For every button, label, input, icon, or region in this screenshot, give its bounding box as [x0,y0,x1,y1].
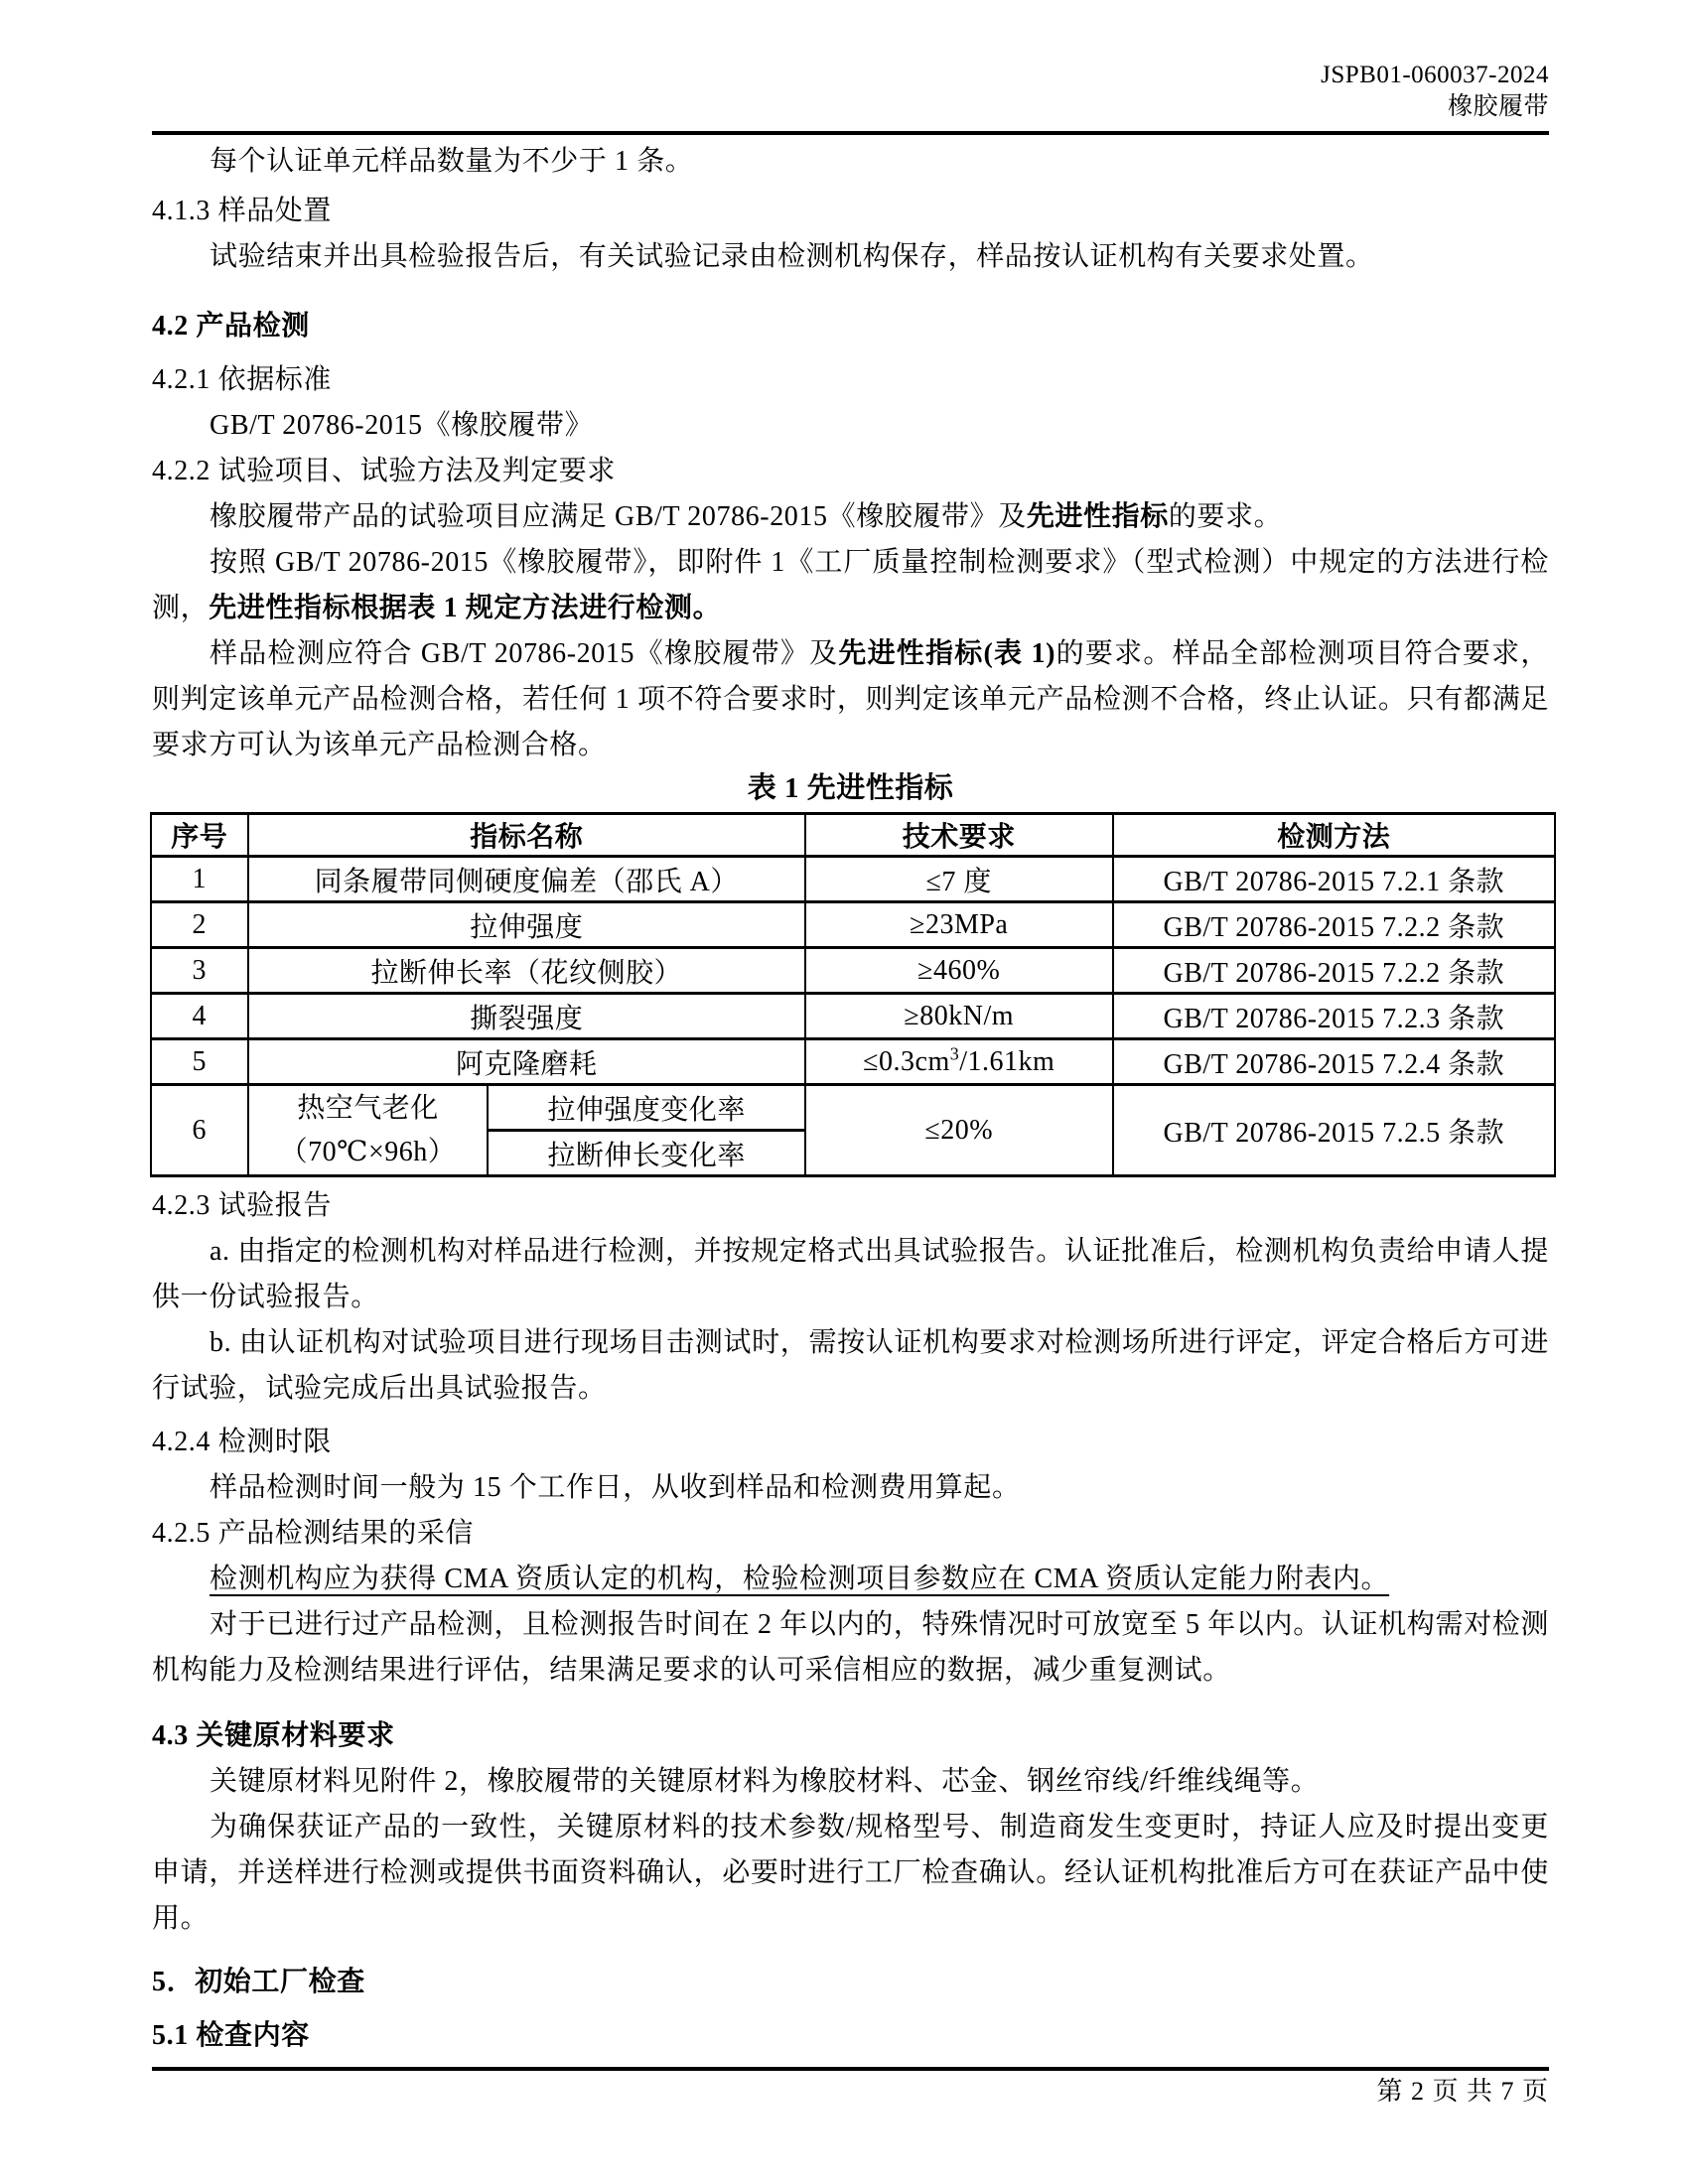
text-run: 热空气老化 [297,1092,439,1124]
cell-serial: 3 [151,948,248,994]
cell-method: GB/T 20786-2015 7.2.1 条款 [1113,857,1555,902]
text-run: 的要求。样品全部检测项目符合要求，则判定该单元产品检测合格，若任何 1 项不符合要求时，则判定该单元产品检测不合格，终止认证。只有都满足要求方可认为该单元产品检测合格。 [152,638,1549,760]
header-cell-requirement: 技术要求 [805,814,1113,857]
text-run-bold: 先进性指标根据表 1 规定方法进行检测。 [209,593,722,623]
cell-subname: 拉伸强度变化率 [488,1085,805,1131]
cell-method: GB/T 20786-2015 7.2.2 条款 [1113,948,1555,994]
cell-name-group [248,1085,489,1176]
underlined-text: 检测机构应为获得 CMA 资质认定的机构，检验检测项目参数应在 CMA 资质认定能力附表内。 [210,1564,1390,1594]
heading-4-3: 4.3 关键原材料要求 [152,1720,395,1751]
doc-number: JSPB01-060037-2024 [1321,62,1549,88]
table-row [151,948,1555,994]
page-header [152,0,1549,123]
superscript: 3 [949,1043,960,1064]
heading-5: 5．初始工厂检查 [152,1967,365,1997]
cell-serial: 4 [151,994,248,1039]
footer-rule [152,2067,1549,2071]
paragraph-4-1-3: 试验结束并出具检验报告后，有关试验记录由检测机构保存，样品按认证机构有关要求处置。 [210,241,1374,272]
table1-advancement-indicators [150,812,1556,1177]
heading-4-2-3: 4.2.3 试验报告 [152,1190,333,1221]
paragraph-standard: GB/T 20786-2015《橡胶履带》 [210,410,594,441]
cell-method: GB/T 20786-2015 7.2.4 条款 [1113,1039,1555,1085]
cell-requirement: ≥460% [805,948,1113,994]
text-run: （70℃×96h） [279,1136,457,1167]
heading-4-2-5: 4.2.5 产品检测结果的采信 [152,1518,475,1549]
cell-name: 同条履带同侧硬度偏差（邵氏 A） [248,857,805,902]
text-run: 橡胶履带产品的试验项目应满足 GB/T 20786-2015《橡胶履带》及 [210,501,1027,532]
cell-method: GB/T 20786-2015 7.2.5 条款 [1113,1085,1555,1176]
table-row [151,1085,1555,1131]
heading-4-2-2: 4.2.2 试验项目、试验方法及判定要求 [152,456,617,486]
text-run: 的要求。 [1168,501,1283,532]
text-run-bold: 先进性指标(表 1) [838,638,1056,669]
paragraph-test-method [152,540,1549,631]
paragraph-4-2-4: 样品检测时间一般为 15 个工作日，从收到样品和检测费用算起。 [210,1472,1021,1503]
header-cell-method: 检测方法 [1113,814,1555,857]
text-run: 按照 GB/T 20786-2015《橡胶履带》，即附件 1《工厂质量控制检测要求》（型式检测）中规定的方法进行检测， [152,547,1549,623]
page-number: 第 2 页 共 7 页 [1376,2077,1549,2106]
table-row [151,994,1555,1039]
paragraph-judgement [152,631,1549,768]
cell-name: 拉断伸长率（花纹侧胶） [248,948,805,994]
paragraph-4-2-3-b: b. 由认证机构对试验项目进行现场目击测试时，需按认证机构要求对检测场所进行评定，评定合格后方可进行试验，试验完成后出具试验报告。 [152,1327,1549,1404]
header-cell-serial: 序号 [151,814,248,857]
cell-method: GB/T 20786-2015 7.2.3 条款 [1113,994,1555,1039]
cell-name: 撕裂强度 [248,994,805,1039]
cell-serial: 5 [151,1039,248,1085]
table1-title: 表 1 先进性指标 [747,772,954,804]
cell-name: 拉伸强度 [248,902,805,948]
cell-method: GB/T 20786-2015 7.2.2 条款 [1113,902,1555,948]
heading-4-2-4: 4.2.4 检测时限 [152,1427,333,1457]
table-header-row [151,814,1555,857]
header-cell-name: 指标名称 [248,814,805,857]
cell-requirement: ≥23MPa [805,902,1113,948]
heading-5-1: 5.1 检查内容 [152,2020,310,2051]
paragraph-4-2-3-a: a. 由指定的检测机构对样品进行检测，并按规定格式出具试验报告。认证批准后，检测机构负责给申请人提供一份试验报告。 [152,1236,1549,1312]
cell-serial: 1 [151,857,248,902]
text-run: /1.61km [959,1045,1055,1077]
table-row [151,1039,1555,1085]
text-run: 样品检测应符合 GB/T 20786-2015《橡胶履带》及 [210,638,839,669]
table-row [151,857,1555,902]
cell-subname: 拉断伸长变化率 [488,1131,805,1176]
text-run-bold: 先进性指标 [1026,501,1169,532]
text-run: ≤0.3cm [863,1045,950,1077]
paragraph-sample-count: 每个认证单元样品数量为不少于 1 条。 [210,146,694,177]
heading-4-1-3: 4.1.3 样品处置 [152,196,333,226]
table-row [151,902,1555,948]
cell-requirement: ≥80kN/m [805,994,1113,1039]
cell-requirement: ≤20% [805,1085,1113,1176]
paragraph-test-items [152,494,1549,540]
doc-title: 橡胶履带 [1447,93,1549,120]
heading-4-2: 4.2 产品检测 [152,311,310,341]
heading-4-2-1: 4.2.1 依据标准 [152,364,333,395]
paragraph-4-3-b: 为确保获证产品的一致性，关键原材料的技术参数/规格型号、制造商发生变更时，持证人应及时提出变更申请，并送样进行检测或提供书面资料确认，必要时进行工厂检查确认。经认证机构批准后方可在获证产品中使用。 [152,1812,1549,1934]
cell-serial: 6 [151,1085,248,1176]
paragraph-4-2-5-b: 对于已进行过产品检测，且检测报告时间在 2 年以内的，特殊情况时可放宽至 5 年以内。认证机构需对检测机构能力及检测结果进行评估，结果满足要求的认可采信相应的数据，减少重复测试。 [152,1609,1549,1686]
cell-requirement [805,1039,1113,1085]
header-rule [152,131,1549,135]
paragraph-cma-underlined [152,1557,1549,1602]
cell-name: 阿克隆磨耗 [248,1039,805,1085]
cell-serial: 2 [151,902,248,948]
cell-requirement: ≤7 度 [805,857,1113,902]
paragraph-4-3-a: 关键原材料见附件 2，橡胶履带的关键原材料为橡胶材料、芯金、钢丝帘线/纤维线绳等。 [210,1766,1320,1797]
